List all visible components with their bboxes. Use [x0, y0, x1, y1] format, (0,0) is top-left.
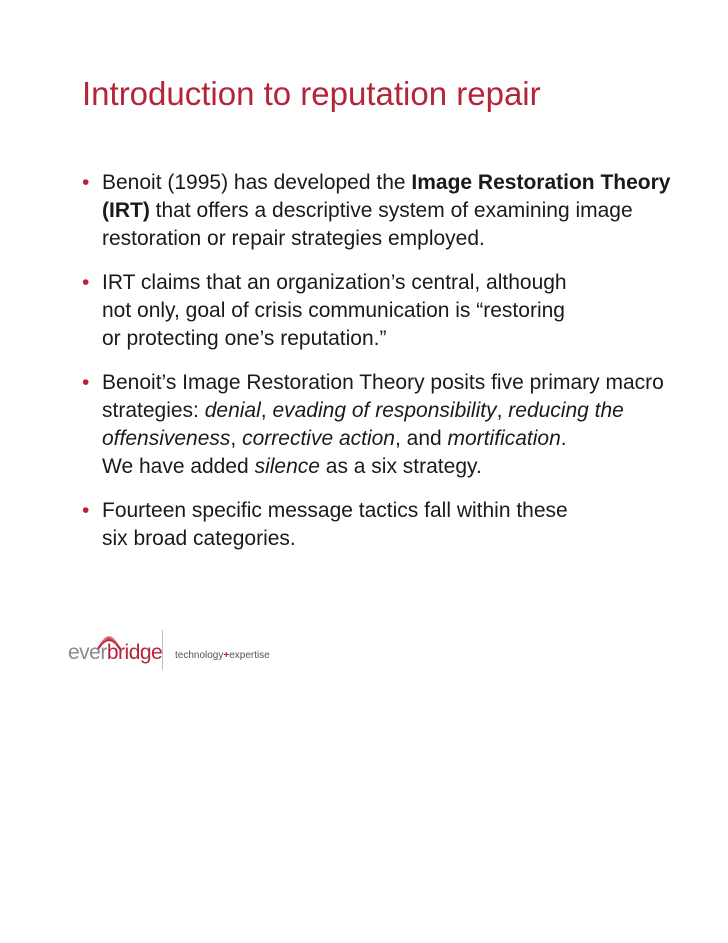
italic-term: mortification — [447, 427, 561, 450]
brand-wordmark-part: ever — [68, 641, 107, 664]
text-run: not only, goal of crisis communication is “restoring — [102, 299, 565, 322]
footer-logo — [68, 628, 298, 672]
bullet-item — [82, 369, 728, 481]
bullet-line — [102, 325, 728, 353]
text-run: , — [260, 399, 273, 422]
italic-term: reducing the — [508, 399, 624, 422]
bullet-icon: • — [82, 499, 90, 522]
bullet-line — [102, 425, 728, 453]
text-run: , and — [395, 427, 448, 450]
slide-title: Introduction to reputation repair — [82, 75, 541, 112]
bold-term: Image Restoration Theory — [411, 171, 671, 194]
text-run: We have added — [102, 455, 255, 478]
text-run: strategies: — [102, 399, 205, 422]
text-run: Benoit’s Image Restoration Theory posits five primary macro — [102, 371, 664, 394]
text-run: that offers a descriptive system of examining image — [149, 199, 633, 222]
italic-term: silence — [254, 455, 320, 478]
tagline-text: expertise — [229, 650, 270, 661]
text-run: six broad categories. — [102, 527, 296, 550]
bullet-line — [102, 453, 728, 481]
bullet-icon: • — [82, 271, 90, 294]
logo-divider — [162, 630, 163, 670]
bullet-line — [102, 169, 728, 197]
bullet-line — [102, 225, 728, 253]
bullet-line — [102, 269, 728, 297]
brand-wordmark-part: bridge — [106, 641, 163, 664]
text-run: IRT claims that an organization’s central, although — [102, 271, 567, 294]
tagline-plus: + — [223, 650, 230, 661]
italic-term: corrective action — [242, 427, 395, 450]
bullet-icon: • — [82, 371, 90, 394]
italic-term: offensiveness — [102, 427, 231, 450]
bullet-line — [102, 369, 728, 397]
text-run: , — [230, 427, 243, 450]
text-run: Fourteen specific message tactics fall within these — [102, 499, 568, 522]
text-run: . — [560, 427, 567, 450]
bullet-line — [102, 197, 728, 225]
text-run: restoration or repair strategies employed. — [102, 227, 485, 250]
bullet-line — [102, 497, 728, 525]
text-run: or protecting one’s reputation.” — [102, 327, 387, 350]
bullet-item — [82, 497, 728, 553]
bold-term: (IRT) — [102, 199, 150, 222]
bullet-icon: • — [82, 171, 90, 194]
bullet-list — [82, 169, 728, 569]
bullet-line — [102, 397, 728, 425]
brand-tagline — [175, 650, 270, 662]
brand-wordmark — [68, 641, 162, 665]
text-run: , — [496, 399, 509, 422]
bullet-line — [102, 525, 728, 553]
bullet-item — [82, 169, 728, 253]
italic-term: denial — [204, 399, 261, 422]
text-run: Benoit (1995) has developed the — [102, 171, 412, 194]
bullet-item — [82, 269, 728, 353]
italic-term: evading of responsibility — [272, 399, 497, 422]
tagline-text: technology — [175, 650, 224, 661]
bullet-line — [102, 297, 728, 325]
text-run: as a six strategy. — [319, 455, 482, 478]
